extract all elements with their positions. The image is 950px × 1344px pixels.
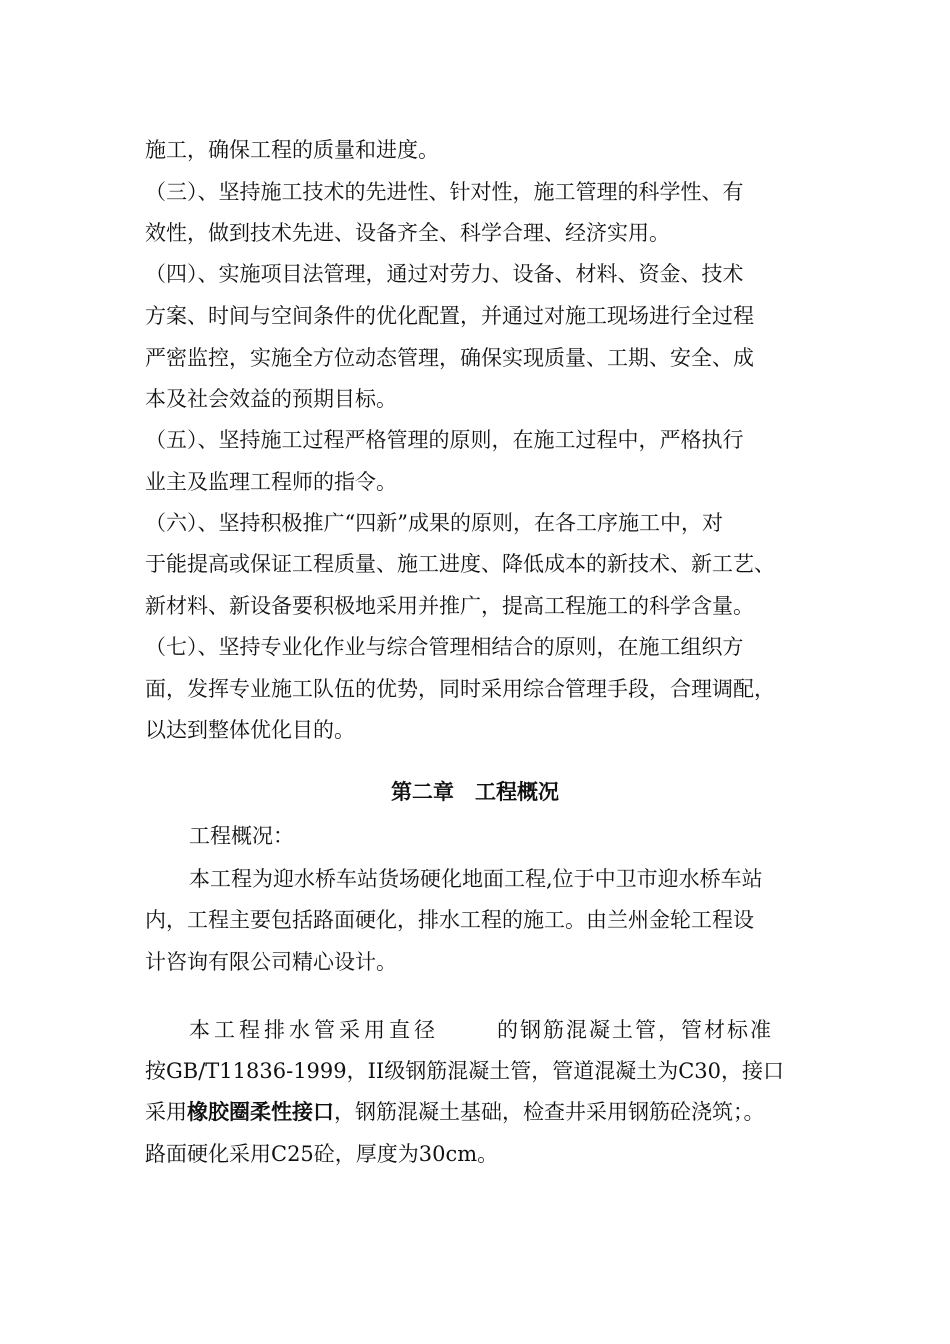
list-item-4-line: 严密监控，实施全方位动态管理，确保实现质量、工期、安全、成 xyxy=(145,346,754,370)
paragraph-line: 按GB/T11836-1999，II级钢筋混凝土管，管道混凝土为C30，接口 xyxy=(145,1059,785,1083)
list-item-3-line: （三）、坚持施工技术的先进性、针对性，施工管理的科学性、有 xyxy=(145,180,744,204)
list-item-6-line: （六）、坚持积极推广“四新”成果的原则，在各工序施工中，对 xyxy=(145,511,723,535)
paragraph-line xyxy=(145,1097,835,1127)
paragraph-line: 路面硬化采用C25砼，厚度为30cm。 xyxy=(145,1142,499,1166)
list-item-4-line: （四）、实施项目法管理，通过对劳力、设备、材料、资金、技术 xyxy=(145,262,744,286)
list-item-6-line: 新材料、新设备要积极地采用并推广，提高工程施工的科学含量。 xyxy=(145,594,754,618)
paragraph-line: 计咨询有限公司精心设计。 xyxy=(145,950,397,974)
chapter-heading: 第二章 工程概况 xyxy=(391,780,559,804)
list-item-5-line: 业主及监理工程师的指令。 xyxy=(145,470,397,494)
paragraph-line: 本工程为迎水桥车站货场硬化地面工程,位于中卫市迎水桥车站 xyxy=(189,867,763,891)
list-item-6-line: 于能提高或保证工程质量、施工进度、降低成本的新技术、新工艺、 xyxy=(145,552,775,576)
list-item-7-line: （七）、坚持专业化作业与综合管理相结合的原则，在施工组织方 xyxy=(145,635,744,659)
paragraph-line: 施工，确保工程的质量和进度。 xyxy=(145,138,439,162)
list-item-3-line: 效性，做到技术先进、设备齐全、科学合理、经济实用。 xyxy=(145,221,670,245)
paragraph-line: 本工程排水管采用直径 xyxy=(189,1018,439,1042)
list-item-4-line: 方案、时间与空间条件的优化配置，并通过对施工现场进行全过程 xyxy=(145,304,754,328)
text-span: ，钢筋混凝土基础，检查井采用钢筋砼浇筑；。 xyxy=(334,1100,765,1124)
section-subheading: 工程概况： xyxy=(189,824,294,848)
paragraph-line: 的钢筋混凝土管，管材标准 xyxy=(497,1018,773,1042)
paragraph-line: 内，工程主要包括路面硬化，排水工程的施工。由兰州金轮工程设 xyxy=(145,908,754,932)
text-span: 采用 xyxy=(145,1100,187,1124)
emphasized-text: 橡胶圈柔性接口 xyxy=(187,1100,334,1124)
list-item-4-line: 本及社会效益的预期目标。 xyxy=(145,387,397,411)
list-item-7-line: 面，发挥专业施工队伍的优势，同时采用综合管理手段，合理调配， xyxy=(145,677,775,701)
list-item-5-line: （五）、坚持施工过程严格管理的原则，在施工过程中，严格执行 xyxy=(145,428,744,452)
list-item-7-line: 以达到整体优化目的。 xyxy=(145,718,355,742)
